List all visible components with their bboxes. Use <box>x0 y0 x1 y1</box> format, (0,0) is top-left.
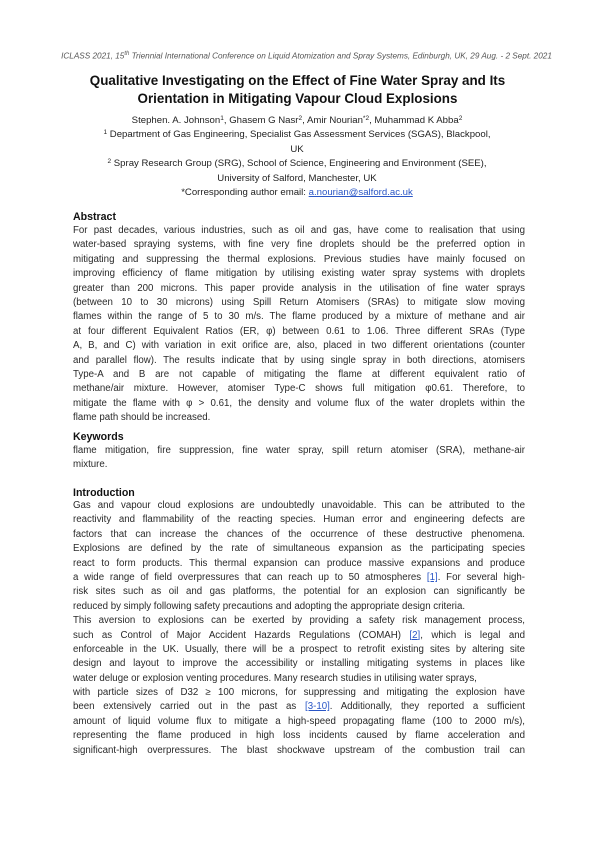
text-line <box>73 571 525 585</box>
author-name: Muhammad K Abba <box>374 115 459 126</box>
line-text: reduced by simply following safety precautions and adopting the appropriate design criteria. <box>73 600 466 612</box>
text-line: improving efficiency of flame mitigation by utilising existing water spray systems with droplets <box>73 268 525 280</box>
line-text: risk sites such as oil and gas platforms, the potential for an explosion can significantly be <box>73 586 525 598</box>
line-text: Explosions are defined by the rate of simultaneous expansion as the participating species <box>73 543 525 555</box>
citation-link[interactable]: [2] <box>409 629 421 641</box>
text-line <box>73 557 525 571</box>
text-line <box>73 499 525 513</box>
text-line <box>73 744 525 758</box>
line-text: factors that can increase the chances of the occurrence of these destructive phenomena. <box>73 528 525 540</box>
text-line <box>73 614 525 628</box>
text-line: A, B, and C) with variation in exit orifice are, also, placed in two different orientations (counter <box>73 340 525 352</box>
text-line <box>73 585 525 599</box>
line-text: enforceable in the UK. Usually, there will be a prospect to retrofit existing sites by altering site <box>73 643 525 655</box>
text-line <box>73 513 525 527</box>
citation-link[interactable]: [1] <box>426 571 438 583</box>
author-name: Ghasem G Nasr <box>229 115 299 126</box>
affiliation-1: $^1$ Department of Gas Engineering, Specialist Gas Assessment Services (SGAS), Blackpool, <box>103 129 491 141</box>
keywords-body <box>73 444 525 473</box>
line-text: . Additionally, they reported a sufficient <box>329 701 525 713</box>
email-link[interactable]: a.nourian@salford.ac.uk <box>308 187 413 199</box>
line-text: been extensively carried out in the past as <box>73 701 306 713</box>
line-text: react to form products. This thermal expansion can produce massive expansions and produce <box>73 557 525 569</box>
author-name: Amir Nourian <box>306 115 363 126</box>
text-line <box>73 700 525 714</box>
line-text: representing the flame produced in high loss incidents caused by flame acceleration and <box>73 730 525 742</box>
author-affil-mark: 1 <box>220 115 224 122</box>
line-text: , which is legal and <box>420 629 525 641</box>
affiliation-2-cont: University of Salford, Manchester, UK <box>217 172 377 184</box>
text-line <box>73 715 525 729</box>
line-text: . For several high- <box>437 571 525 583</box>
text-line: flames within the range of 5 to 30 m/s. The flame produced by a mixture of methane and air <box>73 311 525 323</box>
author-name: Stephen. A. Johnson <box>131 115 221 126</box>
text-line <box>73 657 525 671</box>
line-text: design and layout to improve the accessibility or installing mitigating systems in places like <box>73 658 525 670</box>
line-text: water deluge or explosion venting procedures. Many research studies in utilising water sprays, <box>73 672 477 684</box>
text-line: (between 10 to 30 microns) using Spill Return Atomisers (SRAs) to mitigate slow moving <box>73 296 525 308</box>
text-line: flame mitigation, fire suppression, fine water spray, spill return atomiser (SRA), methane-air <box>73 445 525 456</box>
introduction-heading: Introduction <box>73 487 135 499</box>
text-line: water-based spraying systems, with fine very fine droplets should be the preferred option in <box>73 239 525 251</box>
affiliation-1-cont: UK <box>290 143 304 155</box>
author-affil-mark: 2 <box>298 115 303 122</box>
text-line: For past decades, various industries, such as oil and gas, have come to realisation that using <box>73 225 525 236</box>
corresponding-author: *Corresponding author email: a.nourian@salford.ac.uk <box>181 187 413 199</box>
line-text: such as Control of Major Accident Hazards Regulations (COMAH) <box>73 629 410 641</box>
text-line: and parallel flow). The results indicate that by using single spray in both directions, atomisers <box>73 354 525 366</box>
citation-link[interactable]: [3-10] <box>305 701 330 713</box>
line-text: reactivity and flammability of the reacting species. Human error and engineering defects are <box>73 514 525 526</box>
text-line <box>73 729 525 743</box>
text-line: mitigate the flame with φ > 0.61, the density and volume flux of the water droplets within the <box>73 397 525 409</box>
text-line <box>73 528 525 542</box>
author-affil-mark: 2 <box>458 115 463 122</box>
text-line <box>73 672 525 686</box>
title-line: Qualitative Investigating on the Effect of Fine Water Spray and Its <box>89 73 506 88</box>
author-block <box>62 114 532 200</box>
text-line: methane/air mixture. However, atomiser Type-C shows full mitigation φ0.61. Therefore, to <box>73 383 525 395</box>
text-line <box>73 686 525 700</box>
text-line: flame path should be increased. <box>73 412 211 424</box>
text-line: mitigating and suppressing the thermal explosions. Previous studies have mainly focused on <box>73 253 525 265</box>
text-line <box>73 600 525 614</box>
author-list: Stephen. A. Johnson$^1$, Ghasem G Nasr$^2$, Amir Nourian$^{*2}$, Muhammad K Abba$^2$ <box>131 115 463 126</box>
line-text: amount of liquid volume flux to mitigate a high-speed propagating flame (100 to 2000 m/s), <box>73 715 525 727</box>
abstract-heading: Abstract <box>73 211 116 223</box>
title-line: Orientation in Mitigating Vapour Cloud Explosions <box>137 91 458 106</box>
line-text: This aversion to explosions can be exerted by providing a safety risk management process, <box>73 615 525 627</box>
line-text: with particle sizes of D32 ≥ 100 microns, for suppressing and mitigating the explosion have <box>73 687 525 699</box>
conference-header: ICLASS 2021, 15th Triennial International Conference on Liquid Atomization and Spray Systems, Edinburgh, UK, 29 Aug. - 2 Sept. 2021 <box>61 51 552 61</box>
line-text: significant-high overpressures. The blast shockwave upstream of the combustion trail can <box>73 744 525 756</box>
paper-title <box>60 72 535 108</box>
text-line <box>73 542 525 556</box>
keywords-heading: Keywords <box>73 431 124 443</box>
author-affil-mark: *2 <box>362 115 370 122</box>
text-line: greater than 200 microns. This paper provide analysis in the utilisation of fine water sprays <box>73 282 525 294</box>
line-text: Gas and vapour cloud explosions are undoubtedly unavoidable. This can be attributed to the <box>73 500 525 511</box>
text-line: mixture. <box>73 459 108 471</box>
text-line: Type-A and B are not capable of mitigating the flame at different equivalent ratio of <box>73 368 525 380</box>
abstract-body <box>73 224 525 425</box>
text-line: at four different Equivalent Ratios (ER, φ) between 0.61 to 1.06. Three different SRAs (Type <box>73 325 525 337</box>
text-line <box>73 643 525 657</box>
affiliation-2: $^2$ Spray Research Group (SRG), School of Science, Engineering and Environment (SEE), <box>107 158 487 170</box>
text-line <box>73 629 525 643</box>
line-text: a wide range of field overpressures that can reach up to 50 atmospheres <box>73 571 427 583</box>
introduction-body <box>73 499 525 758</box>
